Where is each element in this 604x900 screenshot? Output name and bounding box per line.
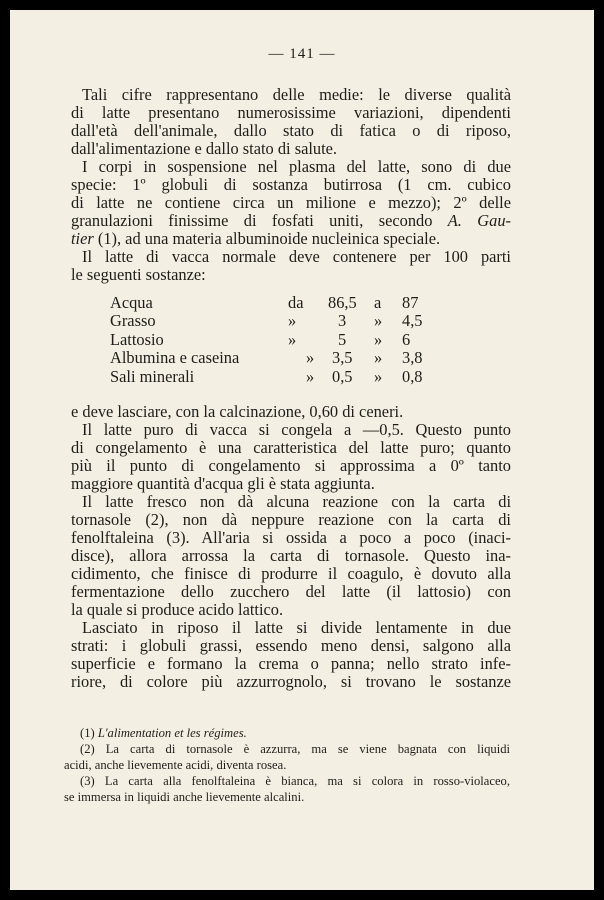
footnote-3: (3) La carta alla fenolftaleina è bianca, ma si colora in rosso-violaceo, [80, 774, 510, 788]
author-name: A. Gau- [447, 211, 511, 230]
text-line: più il punto di congelamento si approssima a 0º tanto [71, 456, 511, 475]
max-value: 3,8 [402, 348, 423, 368]
max-value: 6 [402, 329, 411, 349]
substance-name: Acqua [110, 293, 153, 312]
text-line: fenolftaleina (3). All'aria si ossida a poco a poco (inaci- [71, 528, 511, 547]
text-line: superficie e formano la crema o panna; nello strato infe- [71, 654, 511, 673]
footnote-2: (2) La carta di tornasole è azzurra, ma se viene bagnata con liquidi [80, 742, 510, 756]
max-value: 87 [402, 293, 419, 312]
text-line: dall'età dell'animale, dallo stato di fatica o di riposo, [71, 121, 511, 140]
text-line: Il latte puro di vacca si congela a —0,5. Questo punto [82, 420, 511, 439]
footnote-1: (1) L'alimentation et les régimes. [80, 726, 247, 740]
text-line: di congelamento è una caratteristica del latte puro; quanto [71, 438, 511, 457]
text-line: Tali cifre rappresentano delle medie: le diverse qualità [82, 85, 511, 104]
text-line: strati: i globuli grassi, essendo meno densi, salgono alla [71, 636, 511, 655]
author-name: tier [71, 229, 94, 248]
min-value: 0,5 [332, 366, 353, 386]
min-value: 5 [338, 329, 347, 349]
text-line: I corpi in sospensione nel plasma del latte, sono di due [82, 157, 511, 176]
footnote-title: L'alimentation et les régimes. [97, 726, 247, 740]
footnote-2-cont: acidi, anche lievemente acidi, diventa rosea. [64, 758, 287, 772]
text-line: tier (1), ad una materia albuminoide nucleinica speciale. [71, 229, 441, 248]
text-line: riore, di colore più azzurrognolo, si trovano le sostanze [71, 672, 511, 691]
min-value: 86,5 [328, 293, 357, 312]
text-line: disce), allora arrossa la carta di tornasole. Questo ina- [71, 546, 511, 565]
text-line: Lasciato in riposo il latte si divide lentamente in due [82, 618, 511, 637]
text-line: specie: 1º globuli di sostanza butirrosa (1 cm. cubico [71, 175, 511, 194]
page-number: — 141 — [268, 46, 336, 62]
text-line: maggiore quantità d'acqua gli è stata aggiunta. [71, 474, 375, 493]
substance-name: Lattosio [110, 329, 164, 349]
substance-name: Grasso [110, 311, 156, 331]
max-value: 0,8 [402, 366, 423, 386]
text-line-ashes: e deve lasciare, con la calcinazione, 0,60 di ceneri. [71, 402, 404, 421]
text-line: dall'alimentazione e dallo stato di salute. [71, 139, 338, 158]
text-line: le seguenti sostanze: [71, 265, 206, 284]
text-line: granulazioni finissime di fosfati uniti, secondo A. Gau- [71, 211, 511, 230]
book-page: — 141 — Tali cifre rappresentano delle medie: le diverse qualità di latte presentano numerosissime variazioni, dipendenti dall'età dell'animale, dallo stato di fatica o di riposo, dall'alimentazione e dallo stato di salute. I corpi in sospensione nel plasma del latte, sono di due specie: 1º globuli di sostanza butirrosa (1 cm. cubico di latte ne contiene circa un milione e mezzo); 2º delle granulazioni finissime di fosfati uniti, secondo A. Gau- tier (1), ad una materia albuminoide nucleinica speciale. Il latte di vacca normale deve contenere per 100 parti le seguenti sostanze: Acqua da 86,5 a 87 Grasso » 3 » 4,5 Lattosio » 5 » 6 Albumina e caseina » 3,5 » 3,8 Sali minerali » 0,5 » 0,8 e deve lasciare, con la calcinazione, 0,60 di ceneri. Il latte puro di vacca si congela a —0,5. Questo punto di congelamento è una caratteristica del latte puro; quanto più il punto di congelamento si approssima a 0º tanto maggiore quantità d'acqua gli è stata aggiunta. Il latte fresco non dà alcuna reazione con la carta di tornasole (2), non dà neppure reazione con la carta di fenolftaleina (3). All'aria si ossida a poco a poco (inaci- disce), allora arrossa la carta di tornasole. Questo ina- cidimento, che finisce di produrre il coagulo, è dovuto alla fermentazione dello zucchero del latte (il lattosio) con la quale si produce acido lattico. Lasciato in riposo il latte si divide lentamente in due strati: i globuli grassi, essendo meno densi, salgono alla superficie e formano la crema o panna; nello strato infe- riore, di colore più azzurrognolo, si trovano le sostanze (1) L'alimentation et les régimes. (2) La carta di tornasole è azzurra, ma se viene bagnata con liquidi acidi, anche lievemente acidi, diventa rosea. (3) La carta alla fenolftaleina è bianca, ma si colora in rosso-violaceo, se immersa in liquidi anche lievemente alcalini. [10, 10, 594, 890]
text-line: la quale si produce acido lattico. [71, 600, 284, 619]
min-value: 3,5 [332, 348, 353, 368]
text-line: Il latte fresco non dà alcuna reazione con la carta di [82, 492, 511, 511]
text-line: di latte presentano numerosissime variazioni, dipendenti [71, 103, 511, 122]
substance-name: Albumina e caseina [110, 348, 240, 368]
text-line: di latte ne contiene circa un milione e mezzo); 2º delle [71, 193, 511, 212]
substance-name: Sali minerali [110, 366, 195, 386]
text-line: tornasole (2), non dà neppure reazione con la carta di [71, 510, 511, 529]
max-value: 4,5 [402, 311, 423, 331]
text-line: fermentazione dello zucchero del latte (il lattosio) con [71, 582, 511, 601]
text-line: Il latte di vacca normale deve contenere per 100 parti [82, 247, 511, 266]
min-value: 3 [338, 311, 347, 331]
footnote-3-cont: se immersa in liquidi anche lievemente alcalini. [64, 790, 305, 804]
text-line: cidimento, che finisce di produrre il coagulo, è dovuto alla [71, 564, 511, 583]
